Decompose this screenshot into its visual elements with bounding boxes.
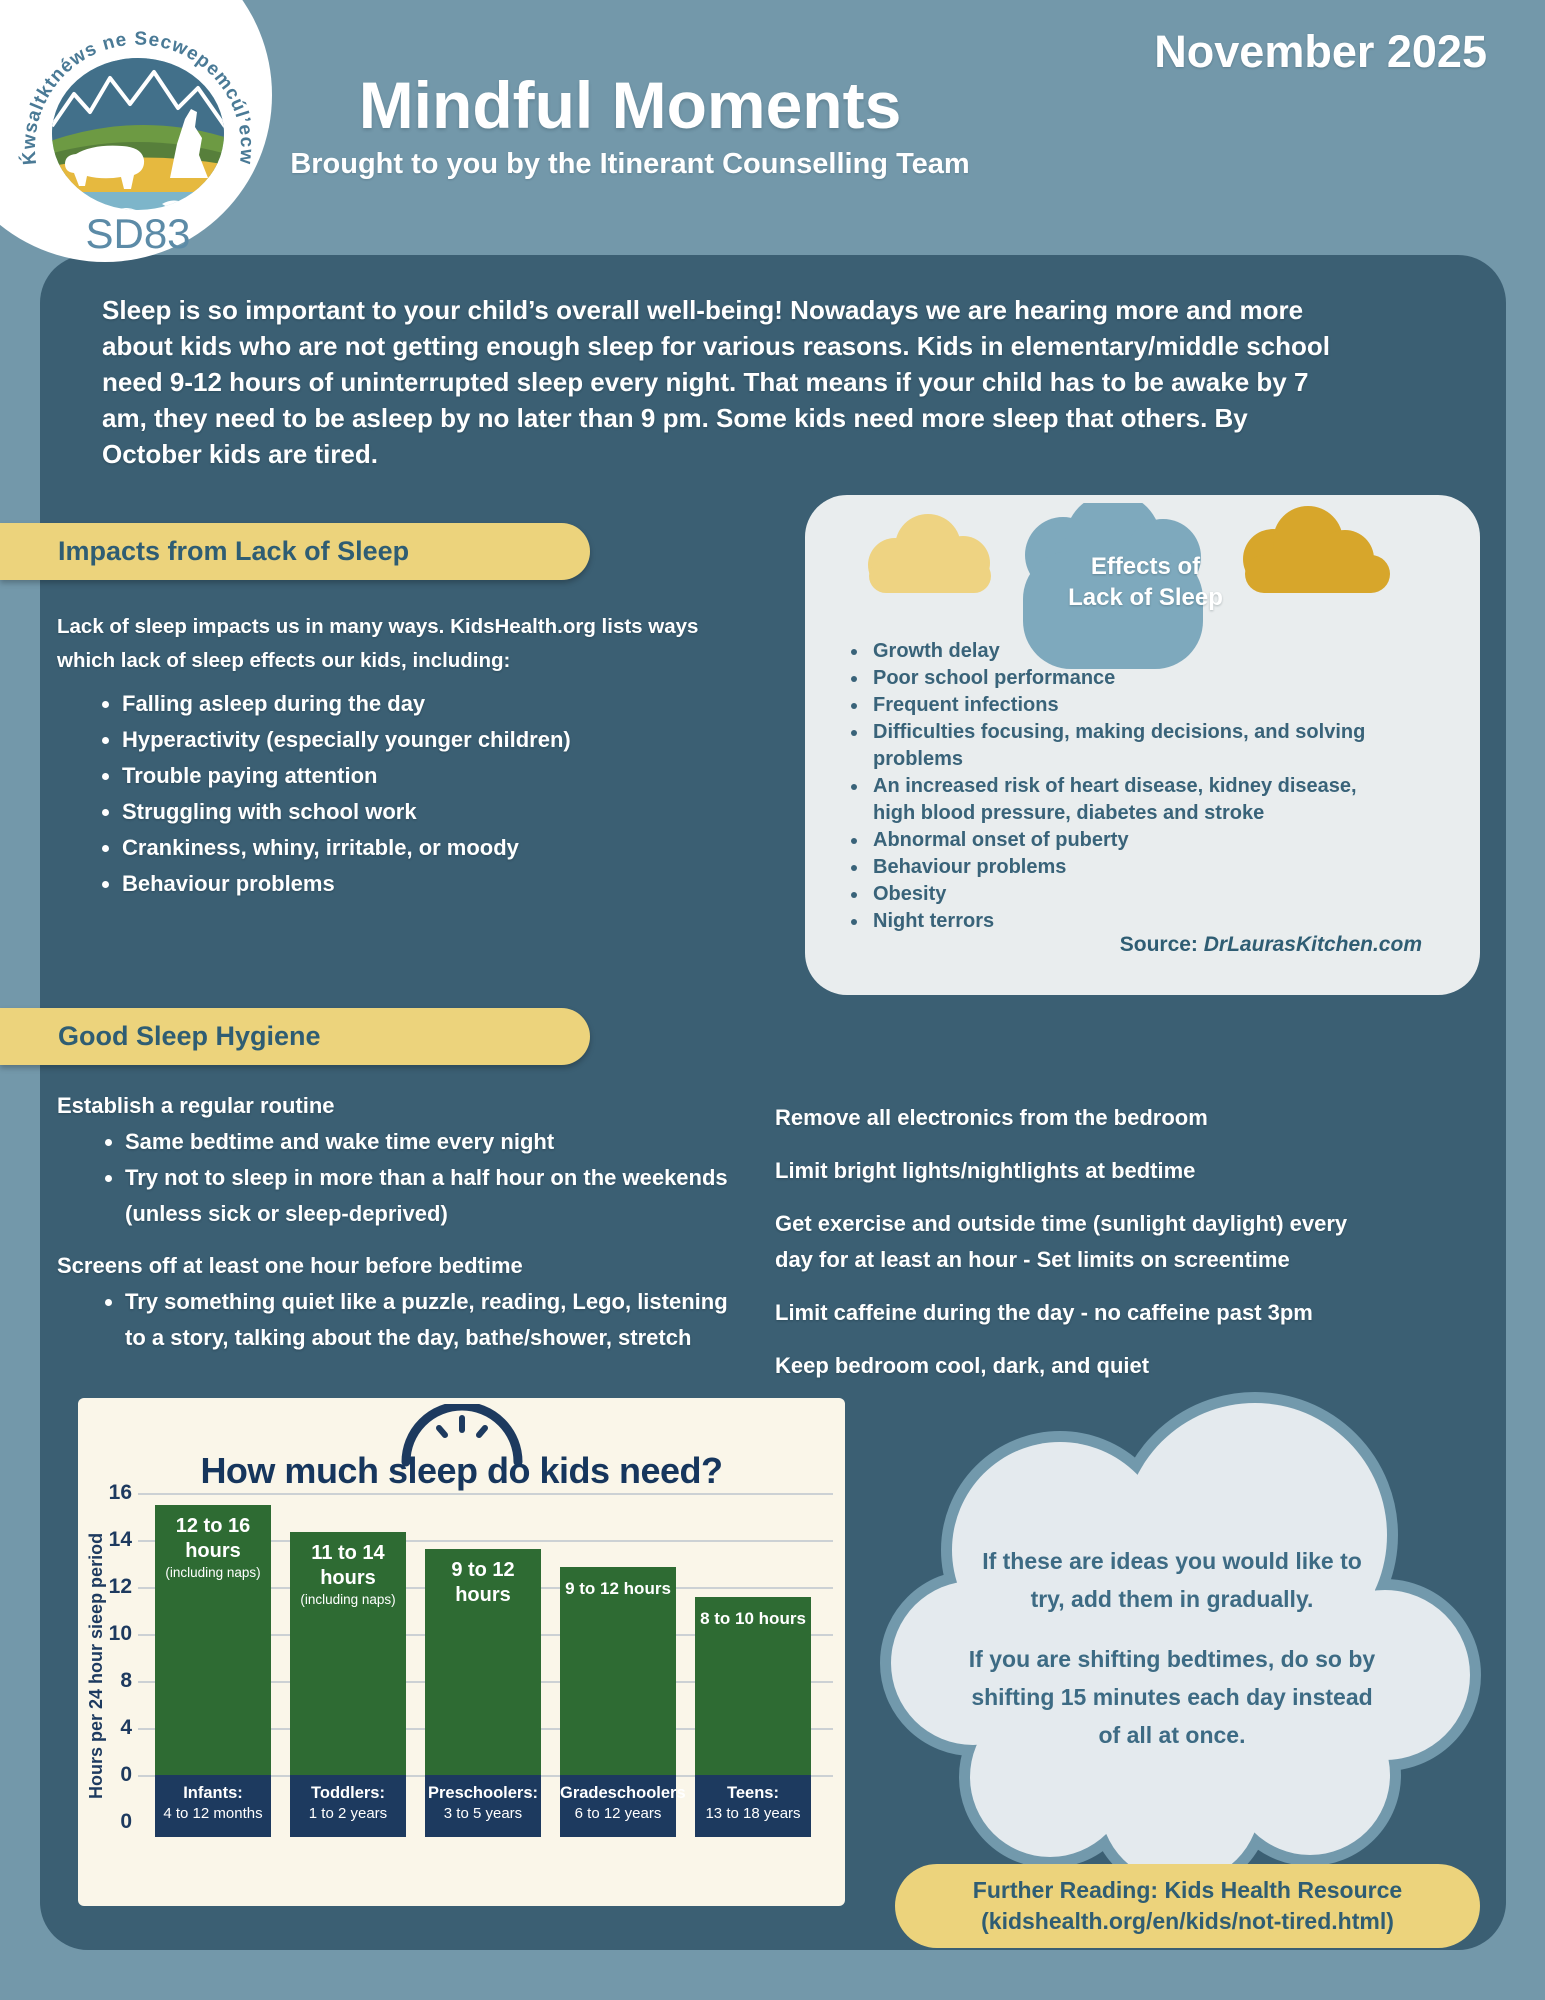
- category-label-box: [695, 1775, 811, 1837]
- sd83-logo-icon: [12, 16, 262, 256]
- list-item: • Try not to sleep in more than a half hour on the weekends (unless sick or sleep-deprived): [125, 1160, 745, 1232]
- chart-plot-area: [108, 1481, 845, 1865]
- y-tick-label: 10: [108, 1622, 132, 1645]
- hygiene-left-column: [57, 1088, 757, 1372]
- hygiene-bullets: [125, 1124, 745, 1232]
- list-item: • Behaviour problems: [869, 854, 1380, 881]
- y-tick-label: 4: [120, 1716, 132, 1739]
- page-subtitle: Brought to you by the Itinerant Counselling Team: [290, 148, 970, 180]
- list-item: If these are ideas you would like to try, add them in gradually.: [982, 1548, 1362, 1612]
- list-item: • Struggling with school work: [122, 794, 660, 830]
- list-item: • Obesity: [869, 881, 1380, 908]
- list-item: • Hyperactivity (especially younger children): [122, 722, 660, 758]
- list-item: • Trouble paying attention: [122, 758, 660, 794]
- list-item: • Frequent infections: [869, 692, 1380, 719]
- page-title: Mindful Moments: [358, 68, 902, 142]
- gridline: [138, 1493, 833, 1495]
- impacts-lead: Lack of sleep impacts us in many ways. KidsHealth.org lists ways which lack of sleep effects our kids, including:: [57, 615, 699, 672]
- further-reading-label: Further Reading: Kids Health Resource: [972, 1877, 1403, 1903]
- bar-value-label: 8 to 10 hours: [700, 1609, 806, 1628]
- effects-cloud-title: Effects of Lack of Sleep: [1068, 553, 1223, 611]
- chart-bar: [290, 1532, 406, 1775]
- list-item: Remove all electronics from the bedroom: [775, 1105, 1208, 1130]
- y-tick-label: 12: [108, 1575, 132, 1598]
- logo-district-text: SD83: [85, 210, 191, 256]
- y-tick-label: 16: [108, 1481, 132, 1504]
- category-group: Gradeschoolers: [560, 1784, 686, 1802]
- list-item: • Abnormal onset of puberty: [869, 827, 1380, 854]
- category-age-range: 6 to 12 years: [574, 1805, 662, 1822]
- y-tick-label: 0: [120, 1763, 132, 1786]
- gold-cloud-icon: [1243, 506, 1390, 593]
- list-item: • Night terrors: [869, 908, 1380, 935]
- category-age-range: 1 to 2 years: [308, 1805, 388, 1822]
- category-age-range: 13 to 18 years: [705, 1805, 801, 1822]
- issue-date: November 2025: [1154, 26, 1487, 77]
- category-group: Infants:: [183, 1784, 243, 1802]
- category-group: Teens:: [727, 1784, 779, 1802]
- yellow-cloud-icon: [868, 514, 991, 593]
- sleep-chart: [78, 1398, 845, 1906]
- category-group: Preschoolers:: [427, 1784, 539, 1802]
- hygiene-heading: Screens off at least one hour before bedtime: [57, 1253, 523, 1278]
- chart-bar: [425, 1549, 541, 1775]
- hygiene-right-column: [775, 1100, 1375, 1401]
- advice-cloud-text: [967, 1542, 1377, 1776]
- masthead: [240, 68, 1020, 181]
- section-banner-label: Good Sleep Hygiene: [58, 1021, 321, 1051]
- logo-arc-text: Ḱwsaltktnéws ne Secwepemcúl’ecw: [18, 28, 258, 166]
- section-banner-impacts: [0, 523, 590, 580]
- section-banner-hygiene: [0, 1008, 590, 1065]
- bar-value-label: 9 to 12 hours: [565, 1579, 671, 1598]
- category-label-box: [290, 1775, 406, 1837]
- category-label-box: [425, 1775, 541, 1837]
- list-item: • Behaviour problems: [122, 866, 660, 902]
- list-item: • Poor school performance: [869, 665, 1380, 692]
- category-label-box: [560, 1775, 686, 1837]
- hygiene-bullets: [125, 1284, 745, 1356]
- source-attribution: Source: DrLaurasKitchen.com: [1119, 933, 1422, 956]
- impacts-list: [100, 686, 660, 902]
- list-item: Keep bedroom cool, dark, and quiet: [775, 1353, 1150, 1378]
- category-age-range: 3 to 5 years: [443, 1805, 523, 1822]
- logo-scene: [42, 56, 237, 228]
- list-item: • An increased risk of heart disease, kidney disease, high blood pressure, diabetes and stroke: [869, 773, 1380, 827]
- further-reading-link[interactable]: (kidshealth.org/en/kids/not-tired.html): [981, 1908, 1394, 1934]
- y-tick-label: 0: [120, 1810, 132, 1833]
- list-item: • Difficulties focusing, making decisions, and solving problems: [869, 719, 1380, 773]
- category-age-range: 4 to 12 months: [163, 1805, 263, 1822]
- category-label-box: [155, 1775, 271, 1837]
- list-item: • Growth delay: [869, 638, 1380, 665]
- list-item: If you are shifting bedtimes, do so by shifting 15 minutes each day instead of all at once.: [968, 1646, 1376, 1748]
- category-group: Toddlers:: [311, 1784, 385, 1802]
- section-banner-label: Impacts from Lack of Sleep: [58, 536, 410, 566]
- chart-bar: [560, 1567, 676, 1775]
- list-item: Get exercise and outside time (sunlight daylight) every day for at least an hour - Set limits on screentime: [775, 1211, 1348, 1272]
- bar-value-label: 9 to 12 hours: [451, 1559, 515, 1606]
- list-item: • Same bedtime and wake time every night: [125, 1124, 745, 1160]
- list-item: Limit caffeine during the day - no caffeine past 3pm: [775, 1300, 1313, 1325]
- list-item: • Falling asleep during the day: [122, 686, 660, 722]
- list-item: Limit bright lights/nightlights at bedtime: [775, 1158, 1196, 1183]
- chart-title: How much sleep do kids need?: [200, 1450, 723, 1491]
- bar-value-label: 12 to 16 hours (including naps): [165, 1515, 261, 1580]
- list-item: • Try something quiet like a puzzle, reading, Lego, listening to a story, talking about the day, bathe/shower, stretch: [125, 1284, 745, 1356]
- y-tick-label: 14: [108, 1528, 132, 1551]
- effects-list: [865, 638, 1380, 935]
- intro-paragraph: Sleep is so important to your child’s overall well-being! Nowadays we are hearing more and more about kids who are not getting enough sleep for various reasons. Kids in elementary/middle school need 9-12 hours of uninterrupted sleep every night. That means if your child has to be awake by 7 am, they need to be asleep by no later than 9 pm. Some kids need more sleep that others. By October kids are tired.: [102, 295, 1331, 469]
- hygiene-heading: Establish a regular routine: [57, 1093, 335, 1118]
- chart-y-axis-label: Hours per 24 hour sieep period: [86, 1532, 106, 1800]
- chart-bar: [695, 1597, 811, 1775]
- effects-panel: [805, 495, 1480, 995]
- chart-bar: [155, 1505, 271, 1775]
- bar-value-label: 11 to 14 hours (including naps): [300, 1542, 396, 1607]
- further-reading-pill: [895, 1864, 1480, 1948]
- list-item: • Crankiness, whiny, irritable, or moody: [122, 830, 660, 866]
- y-tick-label: 8: [120, 1669, 132, 1692]
